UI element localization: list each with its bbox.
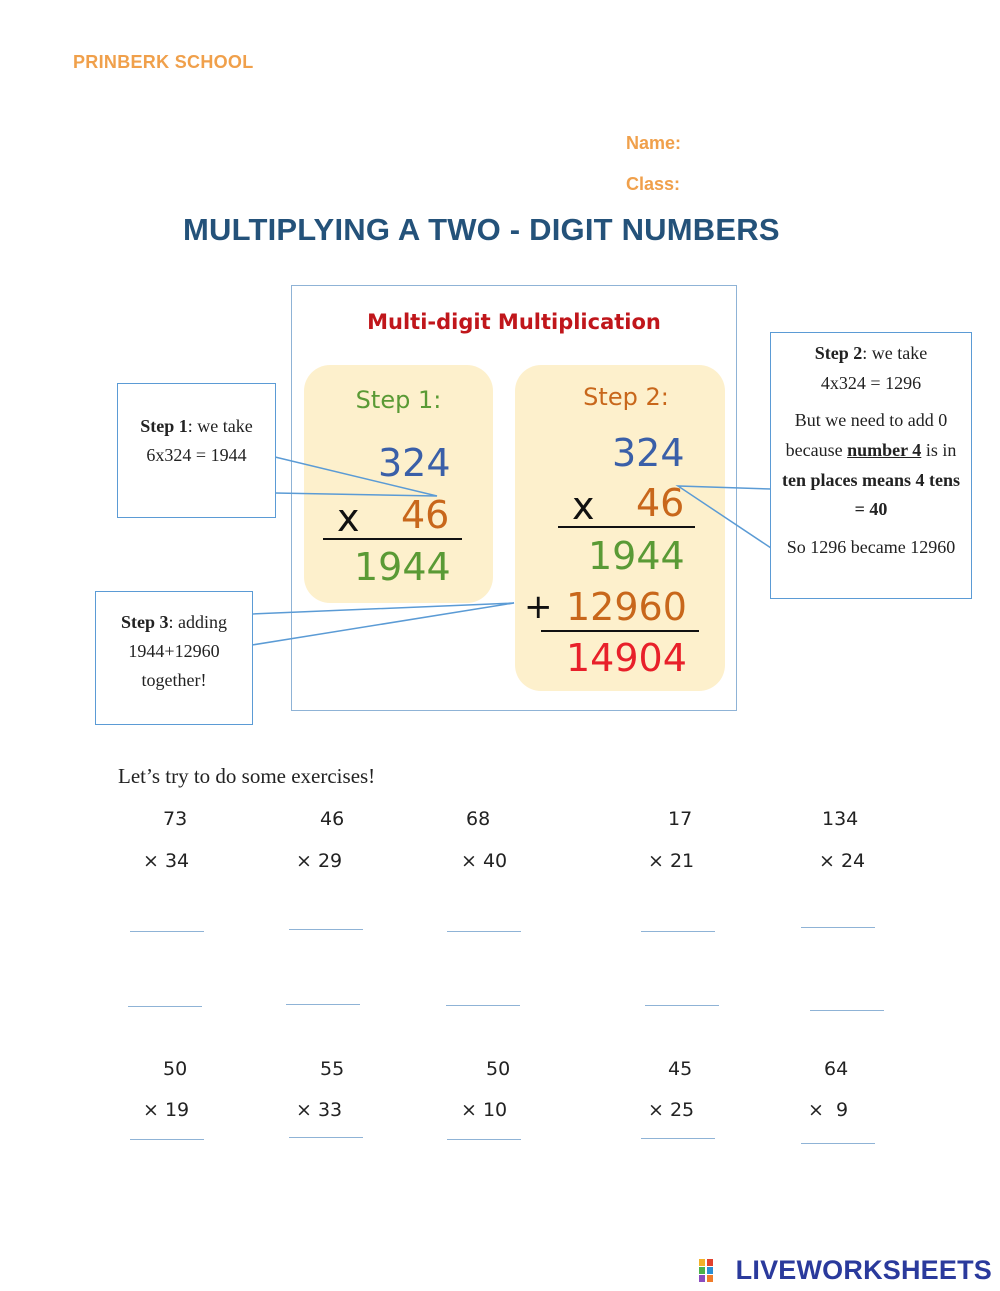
step3-callout	[95, 591, 253, 725]
page-title: MULTIPLYING A TWO - DIGIT NUMBERS	[183, 212, 780, 247]
step1-callout-line2: 6x324 = 1944	[146, 444, 247, 465]
step2-callout-p2c: is in	[921, 440, 957, 461]
step3-callout-line2: 1944+12960	[128, 640, 220, 661]
ex7-bottom: × 33	[296, 1099, 343, 1121]
step2-callout-p2a: But we need to add 0 because	[785, 410, 948, 461]
step1-multiplier: 46	[401, 493, 450, 537]
step2-callout-para2	[781, 406, 961, 525]
ex3-answer-line-2[interactable]	[446, 1005, 520, 1006]
ex5-top: 134	[822, 808, 859, 830]
step1-multiplicand: 324	[378, 441, 451, 485]
step1-operator: x	[337, 496, 360, 540]
ex10-top: 64	[824, 1058, 849, 1080]
step2-multiplicand: 324	[612, 431, 685, 475]
step2-multiplier: 46	[636, 481, 685, 525]
step1-callout-bold: Step 1	[140, 416, 188, 436]
name-label: Name:	[626, 133, 682, 153]
step1-product: 1944	[354, 545, 451, 589]
ex9-answer-line[interactable]	[641, 1138, 715, 1139]
step3-callout-text: : adding	[168, 612, 227, 632]
step2-plus: +	[524, 587, 553, 627]
step2-pointer	[678, 486, 771, 548]
class-label: Class:	[626, 174, 681, 194]
ex10-answer-line[interactable]	[801, 1143, 875, 1144]
step2-callout-p2d: ten places means 4 tens = 40	[782, 469, 960, 520]
step2-operator: x	[572, 484, 595, 528]
ex9-top: 45	[668, 1058, 693, 1080]
ex4-bottom: × 21	[648, 850, 695, 872]
brand-wordmark: LIVEWORKSHEETS	[735, 1255, 992, 1285]
ex7-top: 55	[320, 1058, 345, 1080]
step3-pointer	[252, 603, 514, 645]
step2-callout-line2: 4x324 = 1296	[820, 372, 922, 393]
ex5-answer-line-2[interactable]	[810, 1010, 884, 1011]
school-name: PRINBERK SCHOOL	[73, 52, 254, 72]
ex3-top: 68	[466, 808, 491, 830]
ex6-bottom: × 19	[143, 1099, 190, 1121]
ex10-bottom: × 9	[808, 1099, 849, 1121]
ex1-top: 73	[163, 808, 188, 830]
ex1-answer-line-2[interactable]	[128, 1006, 202, 1007]
step2-partial2: 12960	[566, 585, 687, 629]
ex3-bottom: × 40	[461, 850, 508, 872]
exercises-intro: Let’s try to do some exercises!	[118, 764, 376, 788]
ex1-answer-line-1[interactable]	[130, 931, 204, 932]
step1-label: Step 1:	[355, 386, 442, 414]
ex4-top: 17	[668, 808, 693, 830]
ex8-bottom: × 10	[461, 1099, 508, 1121]
step2-callout	[770, 332, 972, 599]
ex9-bottom: × 25	[648, 1099, 695, 1121]
step2-callout-bold: Step 2	[814, 343, 863, 363]
step2-callout-p2b: number 4	[847, 440, 922, 461]
step2-label: Step 2:	[583, 383, 669, 411]
ex5-bottom: × 24	[819, 850, 866, 872]
step1-pointer	[275, 457, 437, 496]
step2-partial1: 1944	[588, 534, 685, 578]
ex4-answer-line-1[interactable]	[641, 931, 715, 932]
ex2-answer-line-1[interactable]	[289, 929, 363, 930]
ex2-answer-line-2[interactable]	[286, 1004, 360, 1005]
step2-callout-p3: So 1296 became 12960	[786, 537, 956, 558]
step3-callout-line3: together!	[141, 669, 207, 690]
diagram-title: Multi-digit Multiplication	[367, 310, 661, 334]
step1-callout	[117, 383, 276, 518]
ex4-answer-line-2[interactable]	[645, 1005, 719, 1006]
ex2-bottom: × 29	[296, 850, 343, 872]
ex2-top: 46	[320, 808, 345, 830]
ex6-answer-line[interactable]	[130, 1139, 204, 1140]
ex8-top: 50	[486, 1058, 511, 1080]
ex3-answer-line-1[interactable]	[447, 931, 521, 932]
step2-callout-text: : we take	[862, 343, 928, 363]
ex7-answer-line[interactable]	[289, 1137, 363, 1138]
ex6-top: 50	[163, 1058, 188, 1080]
step3-callout-bold: Step 3	[120, 612, 169, 632]
ex5-answer-line-1[interactable]	[801, 927, 875, 928]
liveworksheets-logo-icon	[699, 1259, 721, 1281]
ex1-bottom: × 34	[143, 850, 190, 872]
ex8-answer-line[interactable]	[447, 1139, 521, 1140]
step2-result: 14904	[566, 636, 687, 680]
step1-callout-text: : we take	[187, 416, 253, 436]
